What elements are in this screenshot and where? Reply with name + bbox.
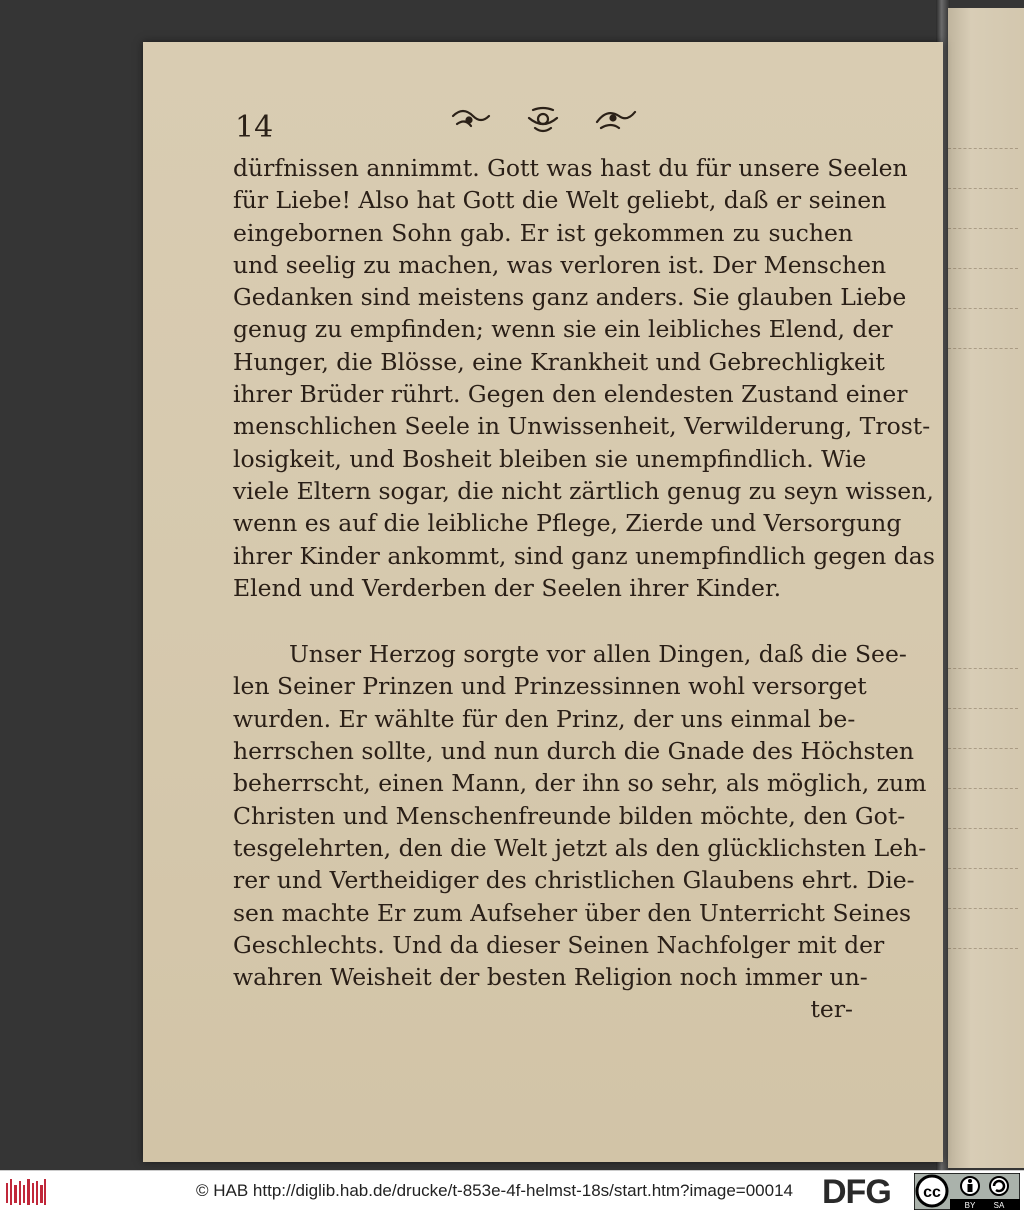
text-line: Hunger, die Blösse, eine Krankheit und Gebrechligkeit bbox=[233, 347, 885, 376]
text-line: losigkeit, und Bosheit bleiben sie unempfindlich. Wie bbox=[233, 444, 867, 473]
text-line: tesgelehrten, den die Welt jetzt als den glücklichsten Leh- bbox=[233, 833, 927, 862]
text-line: für Liebe! Also hat Gott die Welt geliebt, daß er seinen bbox=[233, 186, 887, 215]
text-line: dürfnissen annimmt. Gott was hast du für unsere Seelen bbox=[233, 154, 908, 182]
text-line: und seelig zu machen, was verloren ist. Der Menschen bbox=[233, 250, 887, 279]
book-page bbox=[143, 42, 943, 1162]
cc-by-sa-license-icon[interactable] bbox=[914, 1173, 1020, 1210]
page-text bbox=[233, 152, 935, 1026]
text-line: ihrer Brüder rührt. Gegen den elendesten Zustand einer bbox=[233, 380, 908, 409]
adjacent-page-edge bbox=[948, 8, 1024, 1168]
text-line: Christen und Menschenfreunde bilden möchte, den Got- bbox=[233, 801, 906, 830]
text-line: eingebornen Sohn gab. Er ist gekommen zu suchen bbox=[233, 218, 853, 247]
text-line: wurden. Er wählte für den Prinz, der uns einmal be- bbox=[233, 704, 856, 733]
text-line: viele Eltern sogar, die nicht zärtlich genug zu seyn wissen, bbox=[233, 476, 934, 505]
text-line: len Seiner Prinzen und Prinzessinnen wohl versorget bbox=[233, 672, 867, 701]
text-line: wahren Weisheit der besten Religion noch immer un- bbox=[233, 963, 868, 992]
text-line: Unser Herzog sorgte vor allen Dingen, daß die See- bbox=[289, 640, 907, 669]
text-line: sen machte Er zum Aufseher über den Unterricht Seines bbox=[233, 898, 912, 927]
source-link[interactable]: © HAB http://diglib.hab.de/drucke/t-853e-4f-helmst-18s/start.htm?image=00014 bbox=[196, 1181, 793, 1200]
sa-label: SA bbox=[993, 1201, 1005, 1210]
text-line: herrschen sollte, und nun durch die Gnade des Höchsten bbox=[233, 737, 914, 766]
text-line: rer und Vertheidiger des christlichen Glaubens ehrt. Die- bbox=[233, 866, 915, 895]
text-line: genug zu empfinden; wenn sie ein leibliches Elend, der bbox=[233, 315, 893, 344]
paragraph-gap bbox=[233, 604, 853, 638]
text-line: wenn es auf die leibliche Pflege, Zierde und Versorgung bbox=[233, 509, 902, 538]
by-label: BY bbox=[964, 1201, 976, 1210]
text-line: Geschlechts. Und da dieser Seinen Nachfolger mit der bbox=[233, 930, 885, 959]
catchword: ter- bbox=[810, 995, 853, 1024]
text-line: Gedanken sind meistens ganz anders. Sie glauben Liebe bbox=[233, 283, 907, 312]
text-line: beherrscht, einen Mann, der ihn so sehr, als möglich, zum bbox=[233, 769, 927, 798]
text-line: menschlichen Seele in Unwissenheit, Verwilderung, Trost- bbox=[233, 412, 931, 441]
footer-bar bbox=[0, 1170, 1024, 1212]
page-number: 14 bbox=[235, 110, 274, 145]
ornament-icon bbox=[443, 102, 643, 136]
text-line: ihrer Kinder ankommt, sind ganz unempfindlich gegen das bbox=[233, 541, 935, 570]
dfg-logo: DFG bbox=[822, 1173, 891, 1211]
cc-label: cc bbox=[923, 1184, 941, 1201]
barcode-logo-icon bbox=[6, 1179, 46, 1205]
text-line: Elend und Verderben der Seelen ihrer Kinder. bbox=[233, 573, 782, 602]
